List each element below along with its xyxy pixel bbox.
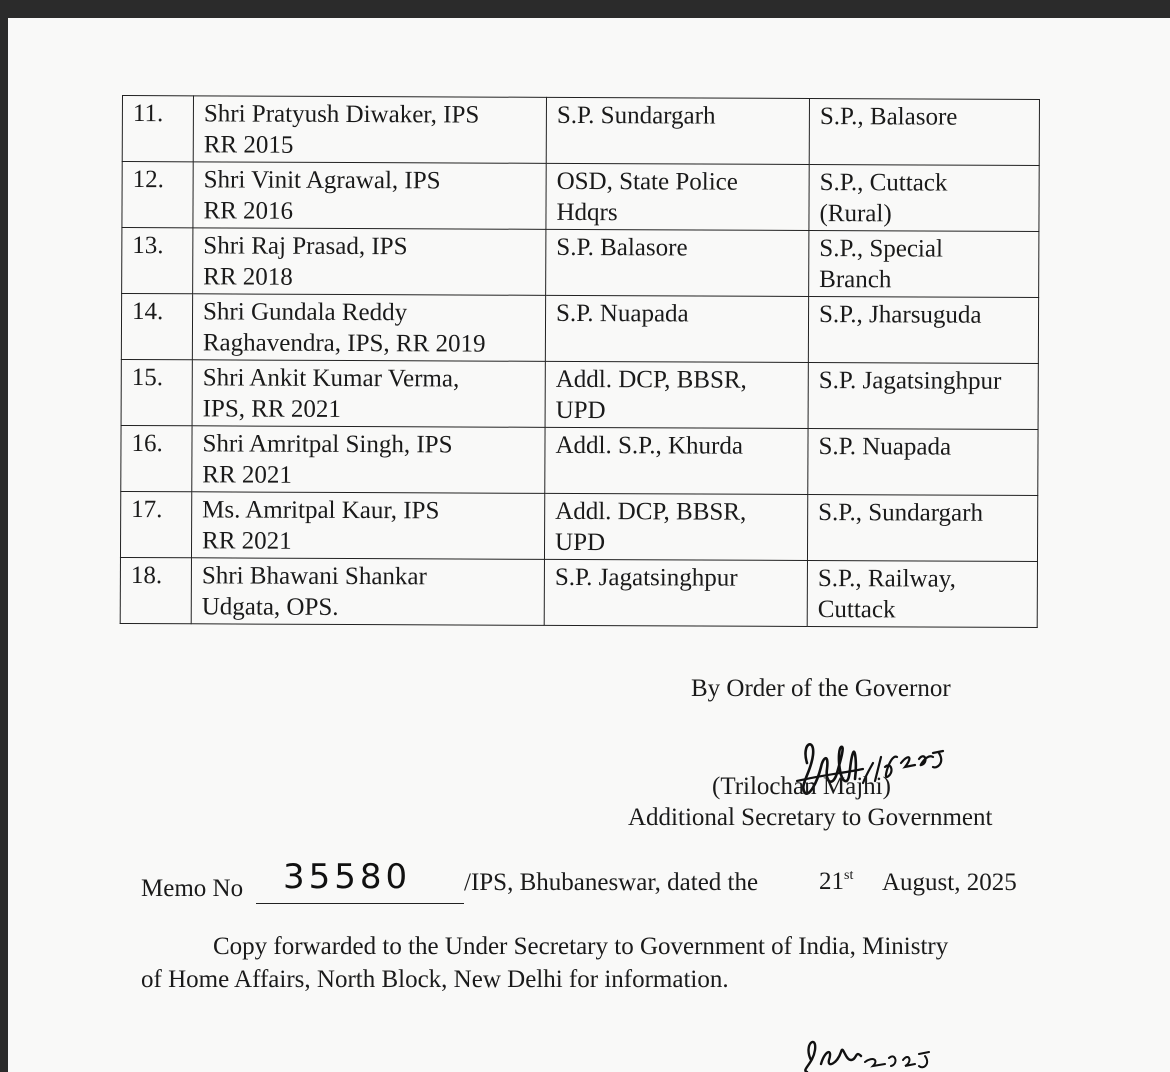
cell-line: 11. (132, 100, 164, 128)
new-posting-cell (809, 230, 1039, 297)
cell-line: Addl. DCP, BBSR, (555, 365, 747, 394)
copy-line-1: Copy forwarded to the Under Secretary to Government of India, Ministry (213, 933, 949, 960)
cell-line: Shri Gundala Reddy (202, 298, 408, 327)
memo-day-suffix: st (844, 868, 854, 883)
transfer-table-body (120, 96, 1039, 628)
cell-line: 13. (132, 232, 164, 260)
cell-line: 16. (131, 430, 163, 458)
cell-line: Cuttack (817, 596, 896, 624)
serial-cell (121, 425, 192, 491)
officer-designation: Additional Secretary to Government (628, 804, 993, 831)
copy-line-2: of Home Affairs, North Block, New Delhi for information. (141, 966, 729, 993)
new-posting-cell (809, 164, 1039, 231)
present-posting-cell (545, 427, 808, 494)
memo-number-underline (256, 903, 464, 904)
document-page (8, 18, 1170, 1072)
present-posting-cell (545, 361, 808, 428)
cell-line: S.P. Jagatsinghpur (818, 367, 1002, 395)
officer-name-cell (192, 426, 545, 494)
cell-line: S.P. Nuapada (818, 433, 952, 461)
cell-line: UPD (554, 528, 606, 557)
cell-line: 12. (132, 166, 164, 194)
cell-line: S.P. Sundargarh (556, 101, 716, 130)
new-posting-cell (808, 428, 1038, 495)
cell-line: OSD, State Police (556, 167, 738, 196)
transfer-table (120, 95, 1040, 628)
cell-line: Branch (819, 266, 892, 294)
cell-line: S.P., Railway, (817, 565, 956, 593)
cell-line: 17. (131, 496, 163, 524)
officer-name-cell (192, 360, 545, 428)
cell-line: Shri Bhawani Shankar (201, 562, 427, 591)
present-posting-cell (546, 163, 809, 230)
table-row (121, 294, 1038, 364)
table-row (121, 425, 1038, 495)
officer-name-cell (193, 96, 546, 164)
cell-line: S.P. Nuapada (555, 299, 689, 328)
by-order-text: By Order of the Governor (691, 675, 951, 702)
cell-line: (Rural) (819, 200, 892, 228)
table-row (122, 162, 1039, 232)
cell-line: 15. (131, 364, 164, 392)
new-posting-cell (809, 98, 1039, 165)
new-posting-cell (808, 362, 1038, 429)
present-posting-cell (544, 493, 807, 560)
officer-name: (Trilochan Majhi) (712, 773, 891, 800)
present-posting-cell (546, 97, 809, 164)
cell-line: S.P., Cuttack (819, 169, 948, 197)
officer-name-cell (193, 162, 546, 230)
cell-line: Addl. DCP, BBSR, (555, 497, 747, 526)
new-posting-cell (807, 560, 1037, 627)
officer-name-cell (192, 294, 545, 362)
memo-place-dated: /IPS, Bhubaneswar, dated the (464, 869, 759, 896)
cell-line: RR 2021 (202, 461, 293, 489)
serial-cell (122, 96, 193, 162)
present-posting-cell (545, 295, 808, 362)
present-posting-cell (544, 559, 807, 626)
cell-line: Shri Ankit Kumar Verma, (202, 364, 460, 393)
copy-forwarded-paragraph (141, 930, 1041, 996)
table-row (120, 557, 1037, 627)
serial-cell (121, 359, 192, 425)
cell-line: Shri Amritpal Singh, IPS (202, 430, 453, 459)
cell-line: Shri Pratyush Diwaker, IPS (203, 100, 480, 129)
serial-cell (121, 294, 192, 360)
cell-line: S.P., Jharsuguda (818, 301, 982, 329)
bottom-signature (793, 1030, 943, 1072)
cell-line: Hdqrs (556, 198, 618, 227)
cell-line: Addl. S.P., Khurda (555, 431, 744, 460)
cell-line: Udgata, OPS. (201, 593, 339, 621)
cell-line: RR 2016 (203, 197, 294, 225)
cell-line: 14. (131, 298, 164, 326)
cell-line: 18. (130, 562, 163, 590)
cell-line: Ms. Amritpal Kaur, IPS (202, 496, 440, 525)
cell-line: IPS, RR 2021 (202, 395, 341, 423)
present-posting-cell (546, 229, 809, 296)
officer-name-cell (193, 228, 546, 296)
table-row (121, 359, 1038, 429)
cell-line: S.P. Balasore (556, 233, 688, 262)
memo-number: 35580 (283, 857, 412, 897)
cell-line: RR 2021 (201, 527, 292, 555)
officer-name-cell (191, 558, 544, 626)
cell-line: S.P. Jagatsinghpur (554, 563, 738, 592)
new-posting-cell (807, 494, 1037, 561)
cell-line: S.P., Special (819, 235, 944, 263)
table-row (122, 96, 1039, 166)
serial-cell (120, 491, 191, 557)
cell-line: Shri Raj Prasad, IPS (203, 232, 408, 261)
cell-line: S.P., Sundargarh (818, 499, 984, 527)
memo-line (141, 857, 1041, 913)
table-row (120, 491, 1037, 561)
serial-cell (120, 557, 191, 623)
new-posting-cell (808, 296, 1038, 363)
memo-month-year: August, 2025 (882, 869, 1017, 896)
cell-line: UPD (555, 396, 606, 425)
serial-cell (122, 228, 193, 294)
cell-line: RR 2015 (203, 131, 294, 159)
table-row (122, 228, 1039, 298)
officer-name-cell (191, 492, 544, 560)
memo-day (819, 868, 853, 896)
memo-label: Memo No (141, 875, 244, 902)
serial-cell (122, 162, 193, 228)
cell-line: S.P., Balasore (819, 103, 958, 131)
cell-line: Shri Vinit Agrawal, IPS (203, 166, 441, 195)
memo-day-number: 21 (819, 868, 844, 895)
cell-line: Raghavendra, IPS, RR 2019 (202, 329, 486, 358)
cell-line: RR 2018 (203, 263, 293, 291)
